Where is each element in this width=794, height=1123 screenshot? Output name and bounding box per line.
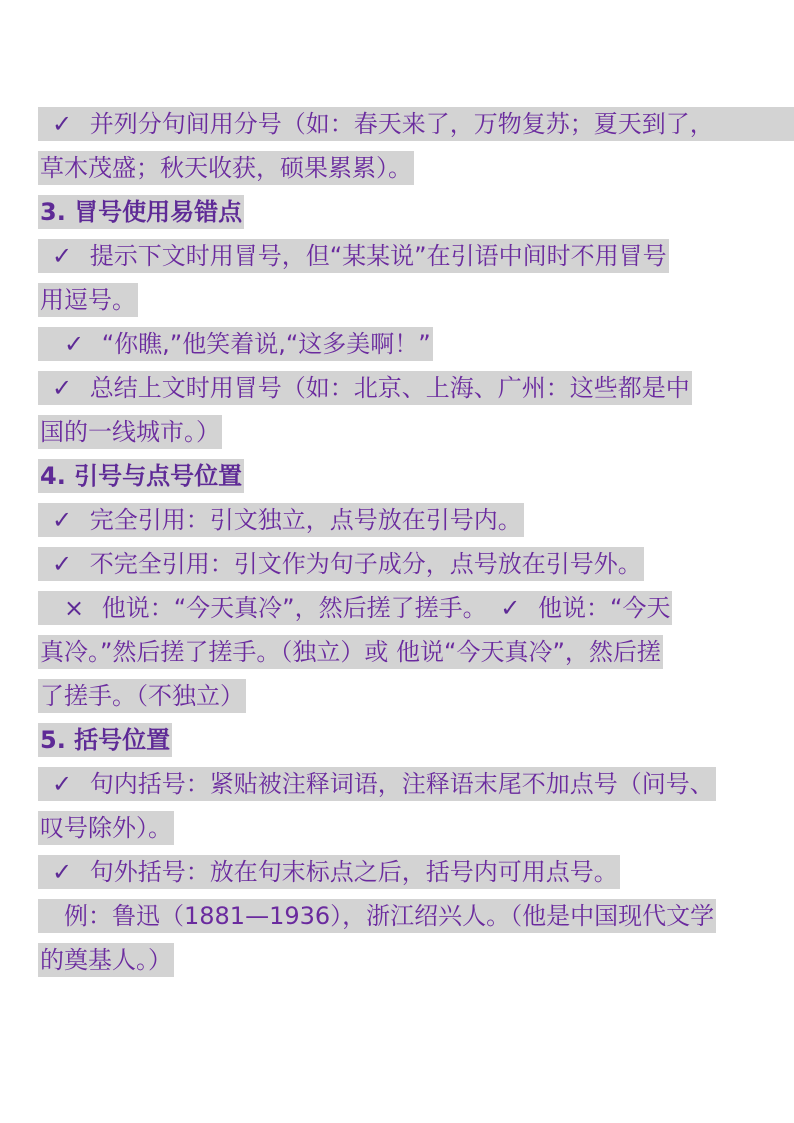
line-text: 总结上文时用冒号（如：北京、上海、广州：这些都是中 xyxy=(89,374,690,402)
line-18 xyxy=(38,850,758,894)
line-13 xyxy=(38,630,758,674)
line-text: “你瞧,”他笑着说,“这多美啊！” xyxy=(101,330,431,358)
line-5 xyxy=(38,278,758,322)
check-mark-icon: ✓ xyxy=(52,506,73,534)
line-6 xyxy=(38,322,758,366)
document-body xyxy=(38,102,758,982)
line-text: 草木茂盛；秋天收获，硕果累累）。 xyxy=(40,154,412,182)
line-4 xyxy=(38,234,758,278)
heading-text: 5. 括号位置 xyxy=(38,723,172,757)
line-text: 并列分句间用分号（如：春天来了，万物复苏；夏天到了， xyxy=(89,110,714,138)
line-text: 完全引用：引文独立，点号放在引号内。 xyxy=(89,506,522,534)
section-heading-3 xyxy=(38,190,758,234)
section-heading-4 xyxy=(38,454,758,498)
line-text: 例：鲁迅（1881—1936），浙江绍兴人。（他是中国现代文学 xyxy=(64,902,715,930)
line-11 xyxy=(38,542,758,586)
check-mark-icon: ✓ xyxy=(52,374,73,402)
line-12 xyxy=(38,586,758,630)
line-text-2: 他说：“今天 xyxy=(538,594,671,622)
line-text: 提示下文时用冒号，但“某某说”在引语中间时不用冒号 xyxy=(89,242,667,270)
heading-text: 4. 引号与点号位置 xyxy=(38,459,244,493)
check-mark-icon: ✓ xyxy=(52,858,73,886)
line-text: 的奠基人。） xyxy=(40,946,172,974)
line-text: 了搓手。（不独立） xyxy=(40,682,244,710)
line-text: 真冷。”然后搓了搓手。（独立）或 他说“今天真冷”，然后搓 xyxy=(40,638,661,666)
check-mark-icon: ✓ xyxy=(52,770,73,798)
check-mark-icon: ✓ xyxy=(52,110,73,138)
check-mark-icon: ✓ xyxy=(52,242,73,270)
line-text: 不完全引用：引文作为句子成分，点号放在引号外。 xyxy=(89,550,642,578)
check-mark-icon: ✓ xyxy=(52,550,73,578)
line-8 xyxy=(38,410,758,454)
line-text: 句内括号：紧贴被注释词语，注释语末尾不加点号（问号、 xyxy=(89,770,714,798)
section-heading-5 xyxy=(38,718,758,762)
check-mark-icon: ✓ xyxy=(64,330,85,358)
line-7 xyxy=(38,366,758,410)
line-text: 他说：“今天真冷”，然后搓了搓手。 xyxy=(101,594,487,622)
line-14 xyxy=(38,674,758,718)
line-text: 句外括号：放在句末标点之后，括号内可用点号。 xyxy=(89,858,618,886)
line-19 xyxy=(38,894,758,938)
line-text: 用逗号。 xyxy=(40,286,136,314)
line-20 xyxy=(38,938,758,982)
line-text: 叹号除外）。 xyxy=(40,814,172,842)
check-mark-icon: ✓ xyxy=(500,594,521,622)
line-10 xyxy=(38,498,758,542)
cross-mark-icon: × xyxy=(64,594,85,622)
line-2 xyxy=(38,146,758,190)
line-text: 国的一线城市。） xyxy=(40,418,220,446)
heading-text: 3. 冒号使用易错点 xyxy=(38,195,244,229)
line-17 xyxy=(38,806,758,850)
line-16 xyxy=(38,762,758,806)
line-1 xyxy=(38,102,758,146)
